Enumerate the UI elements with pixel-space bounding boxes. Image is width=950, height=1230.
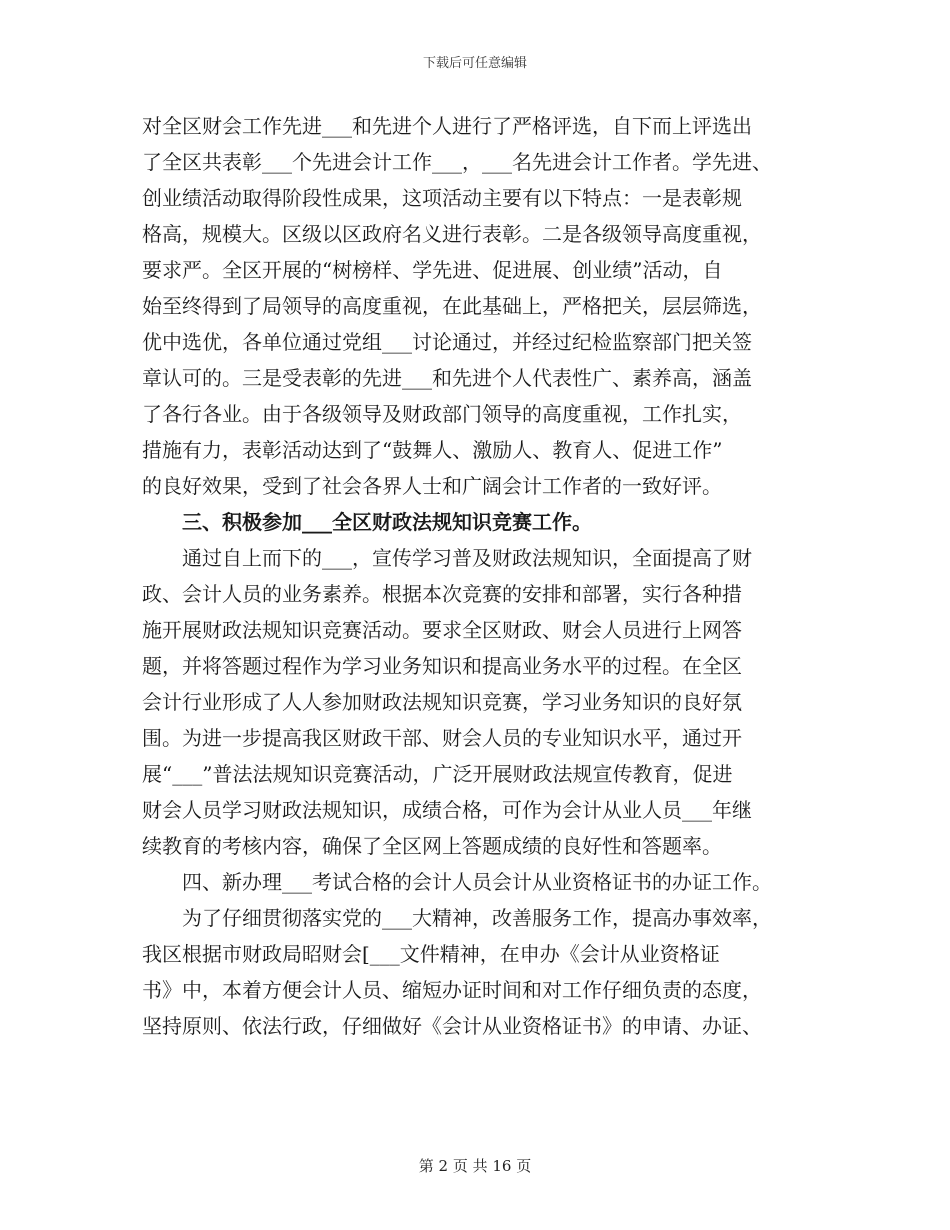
text-line: 我区根据市财政局昭财会[___文件精神，在申办《会计从业资格证 [142, 942, 720, 966]
page-number-footer: 第 2 页 共 16 页 [418, 1157, 532, 1175]
text-line: 题，并将答题过程作为学习业务知识和提高业务水平的过程。在全区 [142, 654, 742, 678]
text-line: 优中选优，各单位通过党组___讨论通过，并经过纪检监察部门把关签 [142, 330, 752, 354]
text-line: 创业绩活动取得阶段性成果，这项活动主要有以下特点：一是表彰规 [142, 186, 742, 210]
text-line: 格高，规模大。区级以区政府名义进行表彰。二是各级领导高度重视， [142, 222, 762, 246]
text-line: 政、会计人员的业务素养。根据本次竞赛的安排和部署，实行各种措 [142, 582, 742, 606]
text-line: 始至终得到了局领导的高度重视，在此基础上，严格把关，层层筛选， [142, 294, 762, 318]
section-heading-4: 四、新办理___考试合格的会计人员会计从业资格证书的办证工作。 [142, 870, 772, 894]
text-line: 施开展财政法规知识竞赛活动。要求全区财政、财会人员进行上网答 [142, 618, 742, 642]
text-line: 会计行业形成了人人参加财政法规知识竞赛，学习业务知识的良好氛 [142, 690, 742, 714]
text-line: 围。为进一步提高我区财政干部、财会人员的专业知识水平，通过开 [142, 726, 742, 750]
text-line: 续教育的考核内容，确保了全区网上答题成绩的良好性和答题率。 [142, 834, 722, 858]
text-line: 要求严。全区开展的“树榜样、学先进、促进展、创业绩”活动，自 [142, 258, 723, 282]
page-header: 下载后可任意编辑 [422, 56, 527, 71]
text-line: 为了仔细贯彻落实党的___大精神，改善服务工作，提高办事效率， [142, 906, 772, 930]
text-line: 财会人员学习财政法规知识，成绩合格，可作为会计从业人员___年继 [142, 798, 752, 822]
text-line: 对全区财会工作先进___和先进个人进行了严格评选，自下而上评选出 [142, 114, 752, 138]
section-heading-3: 三、积极参加___全区财政法规知识竞赛工作。 [142, 510, 592, 534]
text-line: 展“___”普法法规知识竞赛活动，广泛开展财政法规宣传教育，促进 [142, 762, 733, 786]
text-line: 书》中，本着方便会计人员、缩短办证时间和对工作仔细负责的态度， [142, 978, 762, 1002]
text-line: 了各行各业。由于各级领导及财政部门领导的高度重视，工作扎实， [142, 402, 742, 426]
text-line: 了全区共表彰___个先进会计工作___，___名先进会计工作者。学先进、 [142, 150, 772, 174]
text-line: 章认可的。三是受表彰的先进___和先进个人代表性广、素养高，涵盖 [142, 366, 752, 390]
text-line: 坚持原则、依法行政，仔细做好《会计从业资格证书》的申请、办证、 [142, 1014, 762, 1038]
text-line: 措施有力，表彰活动达到了“鼓舞人、激励人、教育人、促进工作” [142, 438, 723, 462]
text-line: 通过自上而下的___，宣传学习普及财政法规知识，全面提高了财 [142, 546, 752, 570]
text-line: 的良好效果，受到了社会各界人士和广阔会计工作者的一致好评。 [142, 474, 722, 498]
document-body [142, 108, 842, 1044]
